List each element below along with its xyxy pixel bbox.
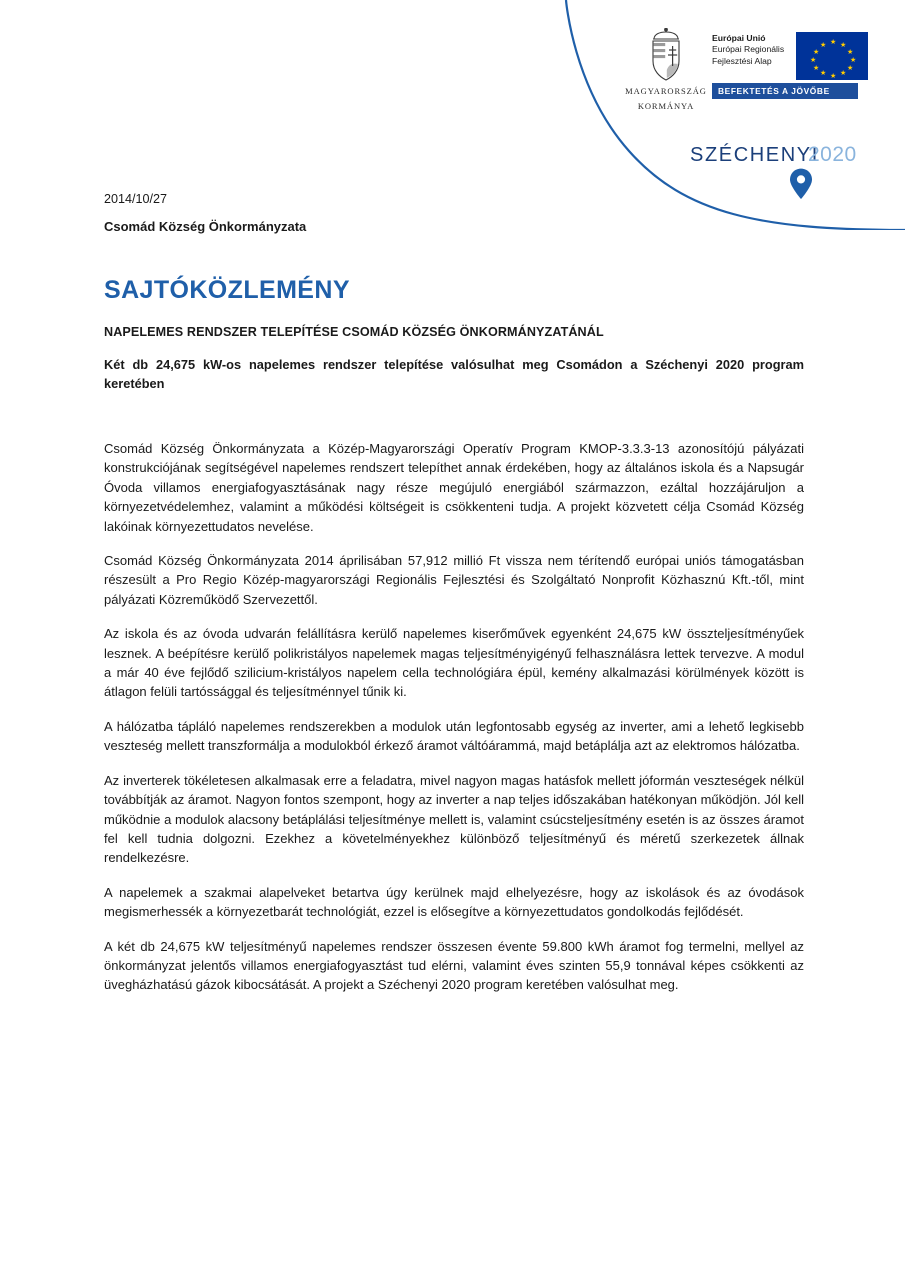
body-paragraph: Csomád Község Önkormányzata a Közép-Magyarországi Operatív Program KMOP-3.3.3-13 azonosítójú pályázati konstrukciójának segítségével napelemes rendszert telepíthet annak érdekében, hogy az általános iskola és a Napsugár Óvoda villamos energiafogyasztásának nagy része megújuló energiából származzon, ezáltal hozzájáruljon a környezetvédelemhez, valamint a működési költségeit is csökkenteni tudja. A projekt közvetett célja Csomád Község lakóinak környezettudatos nevelése.: [104, 441, 804, 534]
eu-funding-logo: [712, 32, 870, 99]
body-paragraph: A két db 24,675 kW teljesítményű napelemes rendszer összesen évente 59.800 kWh áramot fog termelni, mellyel az önkormányzat jelentős villamos energiafogyasztást tud elérni, valamint éves szinten 55,9 tonnával képes csökkenti az üvegházhatású gázok kibocsátását. A projekt a Széchenyi 2020 program keretében valósulhat meg.: [104, 938, 804, 993]
eu-label-line1: Európai Unió: [712, 33, 766, 43]
eu-labels: [712, 32, 796, 67]
body-paragraph: A napelemek a szakmai alapelveket betartva úgy kerülnek majd elhelyezésre, hogy az iskolások és az óvodások megismerhessék a környezetbarát technológiát, ezzel is elősegítve a környezettudatos gondolkodás fejlődését.: [104, 884, 804, 920]
eu-label-line2: Európai Regionális: [712, 44, 785, 55]
document-subtitle-secondary: Két db 24,675 kW-os napelemes rendszer telepítése valósulhat meg Csomádon a Széchenyi 2020 program keretében: [104, 357, 804, 391]
body-paragraph: Az iskola és az óvoda udvarán felállításra kerülő napelemes kiserőművek egyenként 24,675 kW összteljesítményűek lesznek. A beépítésre kerülő polikristályos napelemek magas teljesítményigényű felhasználásra lettek tervezve. A modul a már 40 éve fejlődő szilicium-kristályos napelem cella technológiára épül, kemény alkalmazási körülmények között is átlagon felüli tartóssággal és teljesítménnyel tűnik ki.: [104, 626, 804, 700]
body-paragraph: Csomád Község Önkormányzata 2014 áprilisában 57,912 millió Ft vissza nem térítendő európai uniós támogatásban részesült a Pro Regio Közép-magyarországi Regionális Fejlesztési és Szolgáltató Nonprofit Közhasznú Kft.-től, mint pályázati Közreműködő Szervezettől.: [104, 553, 804, 607]
szechenyi-word: SZÉCHENYI: [690, 144, 819, 166]
hungary-coat-of-arms-icon: [644, 28, 688, 82]
page-title: SAJTÓKÖZLEMÉNY: [104, 276, 350, 304]
body-paragraph: A hálózatba tápláló napelemes rendszerekben a modulok után legfontosabb egység az inverter, ami a lehető legkisebb veszteség mellett transzformálja a modulokból érkező áramot váltóárammá, majd betáplálja azt az elektromos hálózatba.: [104, 718, 804, 754]
eu-flag-icon: ★ ★ ★ ★ ★ ★ ★ ★ ★ ★ ★ ★: [796, 32, 868, 80]
document-organization: Csomád Község Önkormányzata: [104, 219, 307, 234]
eu-slogan-bar: BEFEKTETÉS A JÖVŐBE: [712, 83, 858, 99]
body-paragraph: Az inverterek tökéletesen alkalmasak erre a feladatra, mivel nagyon magas hatásfok mellett jóformán veszteségek nélkül továbbítják az áramot. Nagyon fontos szempont, hogy az inverter a nap teljes időszakában hatékonyan működjön. Jól kell működnie a modulok alacsony betáplálási teljesítménye mellett is, valamint csúcsteljesítmény esetén is az összes áramot fel kell tudnia dolgozni. Ezekhez a követelményekhez különböző teljesítményű és méretű szerkezetek állnak rendelkezésre.: [104, 772, 804, 866]
document-body: [104, 192, 804, 1010]
eu-label-line3: Fejlesztési Alap: [712, 55, 772, 66]
hungarian-government-logo: [622, 28, 710, 112]
gov-logo-line1: MAGYARORSZÁG: [625, 86, 707, 96]
szechenyi-number: 2020: [808, 143, 857, 166]
document-subtitle-primary: NAPELEMES RENDSZER TELEPÍTÉSE CSOMÁD KÖZSÉG ÖNKORMÁNYZATÁNÁL: [104, 325, 604, 339]
document-date: 2014/10/27: [104, 192, 168, 206]
gov-logo-line2: KORMÁNYA: [637, 101, 695, 111]
